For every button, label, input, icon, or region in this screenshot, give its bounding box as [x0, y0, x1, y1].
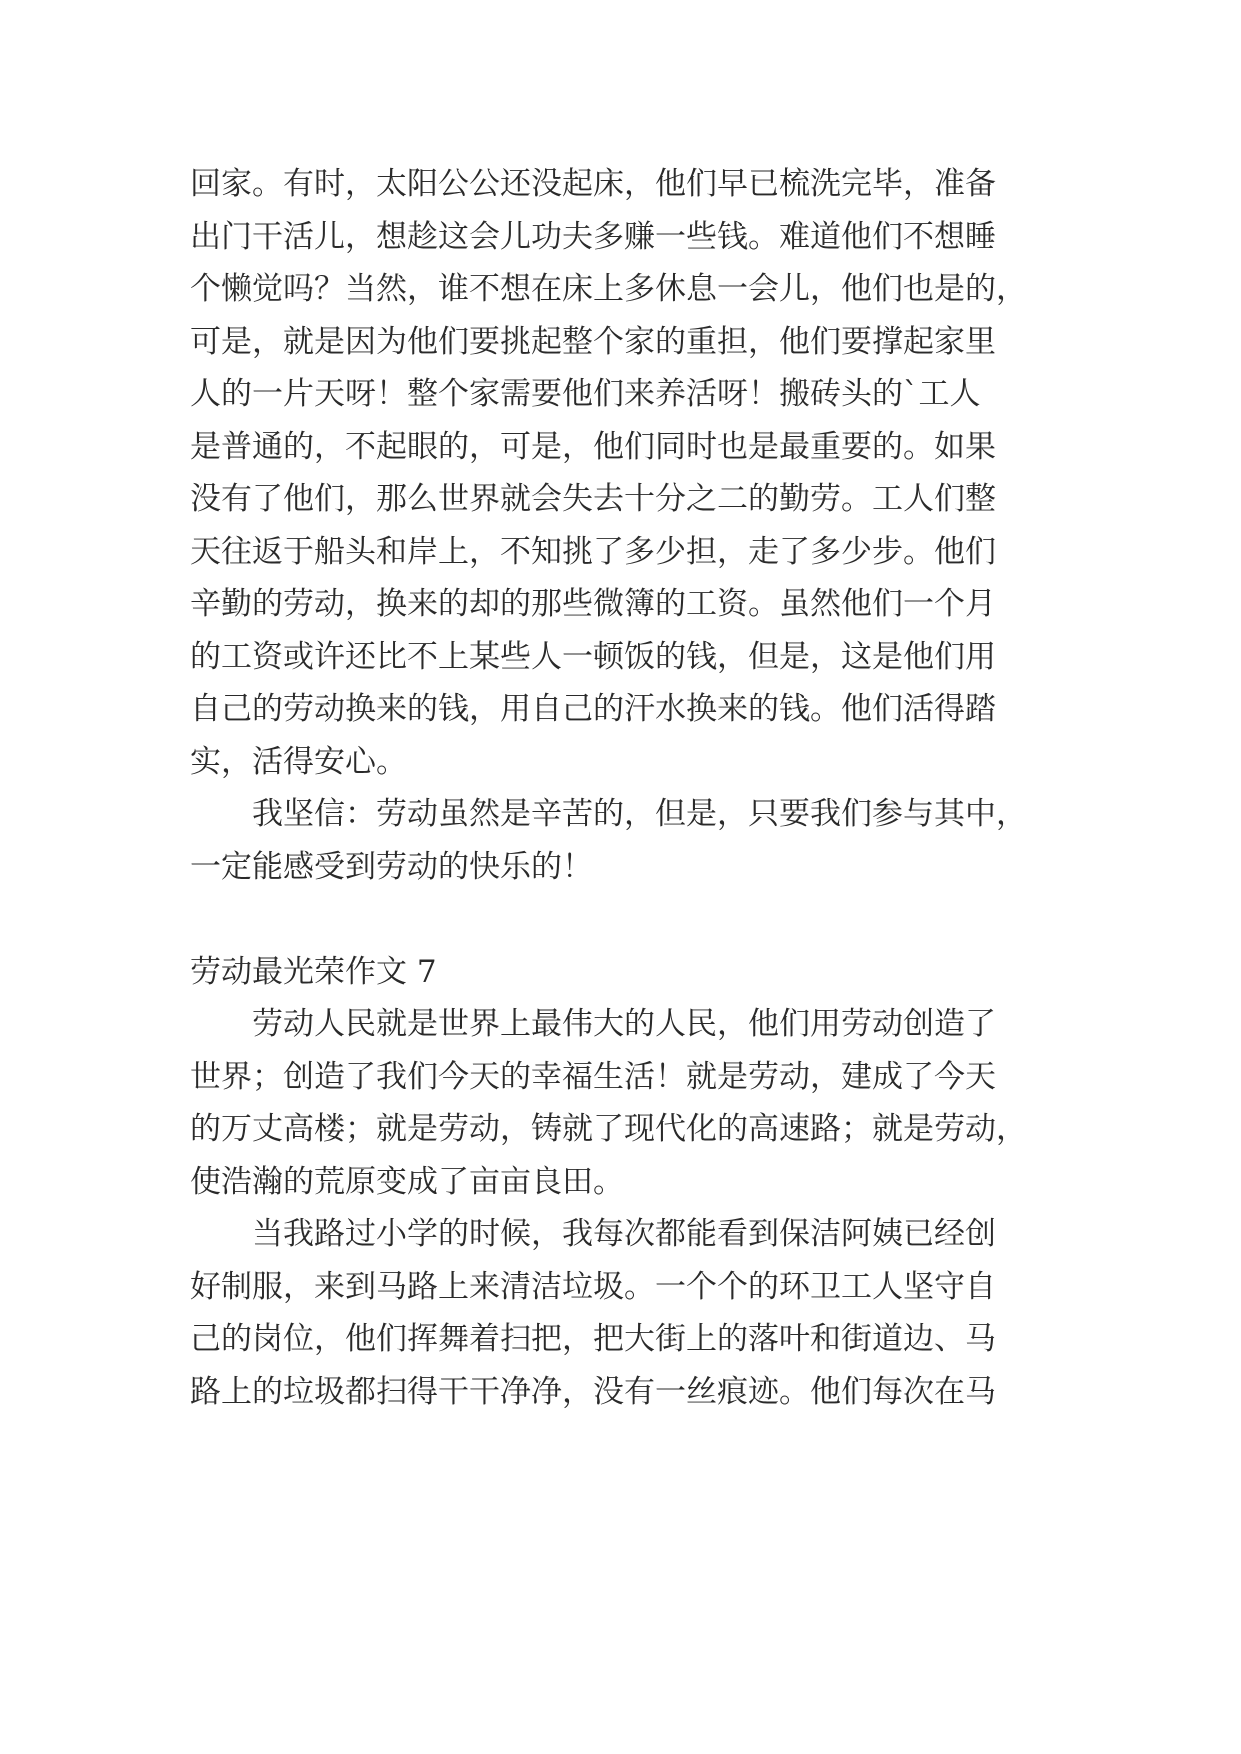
section-heading: 劳动最光荣作文 7 — [190, 953, 437, 990]
text-line: 实，活得安心。 — [190, 743, 407, 780]
paragraph-1 — [190, 158, 1050, 788]
text-line: 回家。有时，太阳公公还没起床，他们早已梳洗完毕，准备 — [190, 166, 996, 202]
text-line: 的工资或许还比不上某些人一顿饭的钱，但是，这是他们用 — [190, 638, 996, 675]
text-line: 使浩瀚的荒原变成了亩亩良田。 — [190, 1163, 624, 1200]
text-line: 劳动人民就是世界上最伟大的人民，他们用劳动创造了 — [252, 1006, 996, 1042]
text-line: 一定能感受到劳动的快乐的！ — [190, 848, 593, 885]
paragraph-4 — [190, 1208, 1050, 1418]
text-line: 是普通的，不起眼的，可是，他们同时也是最重要的。如果 — [190, 428, 996, 465]
text-line: 天往返于船头和岸上，不知挑了多少担，走了多少步。他们 — [190, 533, 996, 570]
text-line: 人的一片天呀！整个家需要他们来养活呀！搬砖头的`工人 — [190, 376, 981, 412]
text-line: 当我路过小学的时候，我每次都能看到保洁阿姨已经创 — [252, 1216, 996, 1252]
text-line: 可是，就是因为他们要挑起整个家的重担，他们要撑起家里 — [190, 323, 996, 360]
text-line: 的万丈高楼；就是劳动，铸就了现代化的高速路；就是劳动， — [190, 1111, 1027, 1147]
document-body — [190, 158, 1050, 1418]
text-line: 自己的劳动换来的钱，用自己的汗水换来的钱。他们活得踏 — [190, 691, 996, 727]
text-line: 辛勤的劳动，换来的却的那些微簿的工资。虽然他们一个月 — [190, 586, 996, 622]
text-line: 世界；创造了我们今天的幸福生活！就是劳动，建成了今天 — [190, 1058, 996, 1095]
text-line: 出门干活儿，想趁这会儿功夫多赚一些钱。难道他们不想睡 — [190, 218, 996, 255]
paragraph-3 — [190, 998, 1050, 1208]
section-spacer — [190, 893, 1050, 946]
text-line: 我坚信：劳动虽然是辛苦的，但是，只要我们参与其中， — [252, 796, 1027, 832]
paragraph-2 — [190, 788, 1050, 893]
text-line: 路上的垃圾都扫得干干净净，没有一丝痕迹。他们每次在马 — [190, 1373, 996, 1410]
text-line: 好制服，来到马路上来清洁垃圾。一个个的环卫工人坚守自 — [190, 1268, 996, 1305]
text-line: 个懒觉吗？当然，谁不想在床上多休息一会儿，他们也是的， — [190, 271, 1027, 307]
text-line: 己的岗位，他们挥舞着扫把，把大街上的落叶和街道边、马 — [190, 1321, 996, 1357]
text-line: 没有了他们，那么世界就会失去十分之二的勤劳。工人们整 — [190, 481, 996, 517]
